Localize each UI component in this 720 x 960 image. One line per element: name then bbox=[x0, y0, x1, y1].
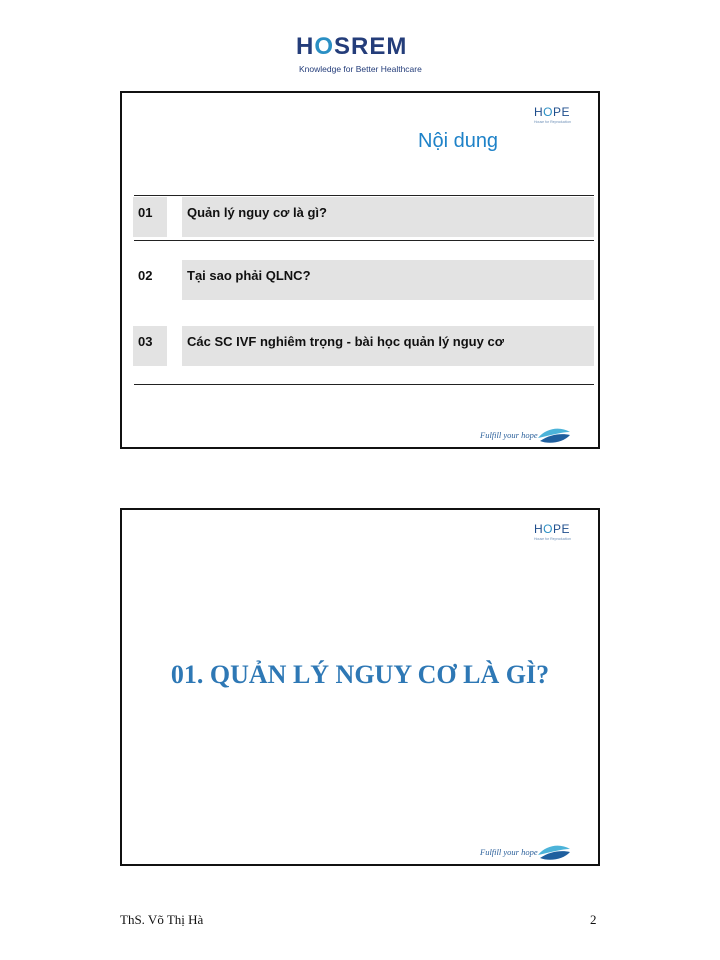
toc-item-label: Tại sao phải QLNC? bbox=[182, 260, 594, 300]
slide-section-title bbox=[120, 508, 600, 866]
toc-item-number: 03 bbox=[133, 326, 167, 366]
slogan-logo bbox=[480, 843, 576, 865]
slogan-text: Fulfill your hope bbox=[480, 847, 538, 857]
wave-icon bbox=[536, 843, 572, 863]
hope-logo-tagline: House for Reproduction bbox=[534, 120, 571, 124]
toc-item-label: Các SC IVF nghiêm trọng - bài học quản lý nguy cơ bbox=[182, 326, 594, 366]
divider bbox=[134, 195, 594, 196]
slide-contents bbox=[120, 91, 600, 449]
hope-logo-text: HOPE bbox=[534, 522, 571, 536]
toc-item-label: Quản lý nguy cơ là gì? bbox=[182, 197, 594, 237]
hope-logo bbox=[534, 522, 582, 544]
toc-item-number: 02 bbox=[133, 260, 167, 300]
hope-logo bbox=[534, 105, 582, 127]
page-number: 2 bbox=[590, 912, 597, 927]
slide-title: Nội dung bbox=[418, 130, 499, 152]
slogan-text: Fulfill your hope bbox=[480, 430, 538, 440]
slide-title: 01. QUẢN LÝ NGUY CƠ LÀ GÌ? bbox=[170, 660, 550, 689]
hope-logo-text: HOPE bbox=[534, 105, 571, 119]
hosrem-logo-text: HOSREM bbox=[296, 33, 408, 60]
divider bbox=[134, 240, 594, 241]
hosrem-tagline: Knowledge for Better Healthcare bbox=[299, 64, 422, 74]
wave-icon bbox=[536, 426, 572, 446]
toc-item-number: 01 bbox=[133, 197, 167, 237]
slogan-logo bbox=[480, 426, 576, 448]
hope-logo-tagline: House for Reproduction bbox=[534, 537, 571, 541]
footer-author: ThS. Võ Thị Hà bbox=[120, 912, 204, 927]
hosrem-logo bbox=[296, 33, 426, 78]
divider bbox=[134, 384, 594, 385]
